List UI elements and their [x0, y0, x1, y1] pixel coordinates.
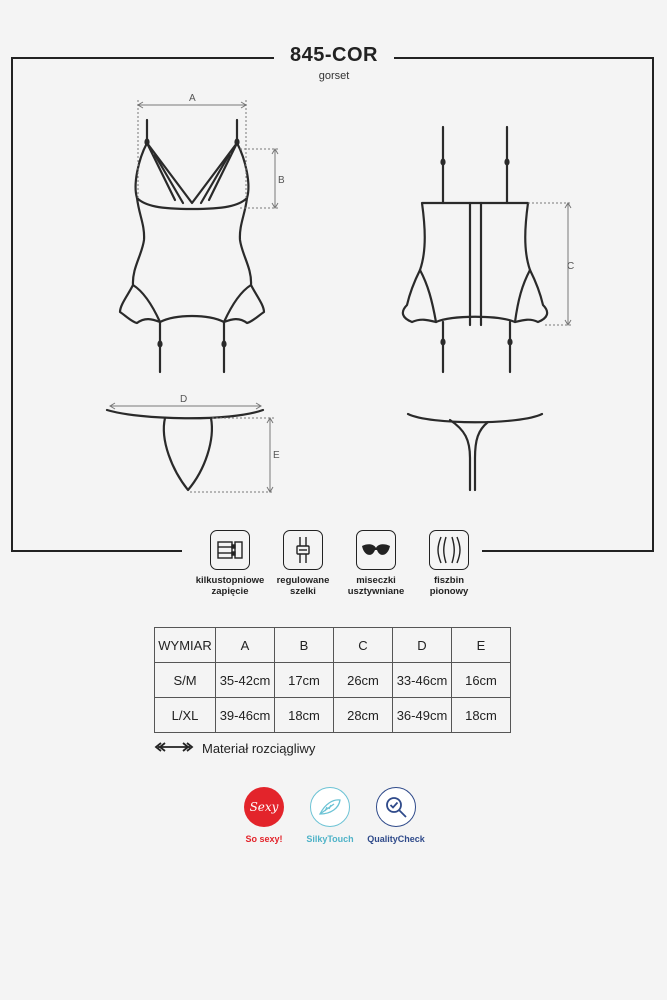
table-header-cell: D — [393, 628, 452, 663]
table-cell: 26cm — [334, 663, 393, 698]
badge-label: So sexy! — [245, 834, 283, 844]
badge-quality-check — [356, 787, 436, 844]
dimension-label-e: E — [273, 450, 280, 461]
sexy-logo-text: Sexy — [249, 800, 279, 814]
corset-front-outline — [120, 120, 264, 372]
vertical-boning-icon — [429, 530, 469, 570]
product-type: gorset — [318, 70, 350, 82]
table-cell: 18cm — [275, 698, 334, 733]
table-cell: 39-46cm — [216, 698, 275, 733]
badge-label: SilkyTouch — [306, 834, 354, 844]
dimension-label-a: A — [189, 93, 196, 104]
table-header-cell: B — [275, 628, 334, 663]
feature-label-line2: pionowy — [429, 586, 469, 597]
table-header-cell: E — [452, 628, 511, 663]
hook-closure-icon — [210, 530, 250, 570]
dimension-lines — [110, 100, 575, 492]
table-header-row — [155, 628, 511, 663]
feature-label-line2: zapięcie — [211, 586, 249, 597]
strap-adjuster-icon — [283, 530, 323, 570]
badge-label: QualityCheck — [367, 834, 425, 844]
table-header-cell: A — [216, 628, 275, 663]
stretch-note — [154, 741, 315, 756]
padded-cups-icon — [356, 530, 396, 570]
stretch-arrows-icon — [154, 741, 194, 756]
stretch-note-text: Materiał rozciągliwy — [202, 741, 316, 756]
table-cell: 35-42cm — [216, 663, 275, 698]
table-cell: 28cm — [334, 698, 393, 733]
table-row — [155, 698, 511, 733]
product-code: 845-COR — [290, 44, 378, 66]
table-header-cell: C — [334, 628, 393, 663]
feature-label-line2: usztywniane — [347, 586, 405, 597]
table-cell: L/XL — [155, 698, 216, 733]
table-cell: 16cm — [452, 663, 511, 698]
table-cell: 36-49cm — [393, 698, 452, 733]
feature-label-line1: fiszbin — [433, 575, 465, 586]
table-cell: 18cm — [452, 698, 511, 733]
dimension-label-d: D — [180, 394, 188, 405]
feature-label-line1: kilkustopniowe — [195, 575, 265, 586]
corset-back-outline — [403, 127, 547, 372]
table-cell: S/M — [155, 663, 216, 698]
table-header-cell: WYMIAR — [155, 628, 216, 663]
dimension-label-c: C — [567, 261, 575, 272]
feature-label-line1: miseczki — [356, 575, 396, 586]
thong-back-outline — [408, 414, 542, 490]
feature-label-line1: regulowane — [276, 575, 330, 586]
dimension-label-b: B — [278, 175, 285, 186]
magnifier-check-icon — [376, 787, 416, 827]
size-table — [154, 627, 511, 733]
sexy-badge-icon — [244, 787, 284, 827]
feather-icon — [310, 787, 350, 827]
feature-vertical-boning — [401, 530, 497, 597]
feature-label-line2: szelki — [290, 586, 316, 597]
thong-front-outline — [107, 410, 263, 490]
table-row — [155, 663, 511, 698]
table-cell: 33-46cm — [393, 663, 452, 698]
table-cell: 17cm — [275, 663, 334, 698]
